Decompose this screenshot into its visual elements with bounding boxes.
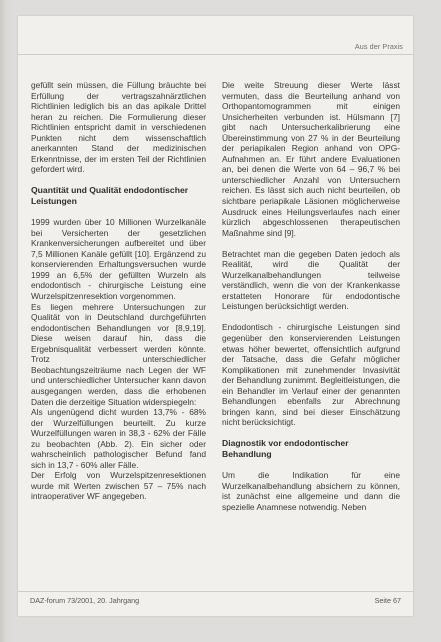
footer-journal: DAZ-forum 73/2001, 20. Jahrgang bbox=[30, 596, 140, 605]
running-head: Aus der Praxis bbox=[354, 42, 403, 51]
right-paragraph-4: Um die Indikation für eine Wurzelkanalbehandlung absichern zu können, ist zunächst eine allgemeine und dann die spezielle Anamnese notwendig. Neben bbox=[222, 470, 400, 512]
right-paragraph-3: Endodontisch - chirurgische Leistungen sind gegenüber den konservierenden Leistungen etwas höher bewertet, offensichtlich aufgrund der Tatsache, dass die Gefahr möglicher Komplikationen mit zunehmender Invasivität der Behandlung zunimmt. Begleitleistungen, die ein Behandler im Verlauf einer der genannten Behandlungen ebenfalls zur Abrechnung bringen kann, sind bei dieser Einschätzung nicht berücksichtigt. bbox=[222, 322, 400, 428]
left-paragraph-3: Es liegen mehrere Untersuchungen zur Qualität von in Deutschland durchgeführten endodontischen Behandlungen vor [8,9,19]. Diese weisen darauf hin, dass die Ergebnisqualität verbessert werden könnte. Trotz unterschiedlicher Beobachtungszeiträume nach Legen der WF und unterschiedlicher Untersucher kann davon ausgegangen werden, dass die erhobenen Daten die derzeitige Situation widerspiegeln: bbox=[31, 301, 206, 407]
right-paragraph-1: Die weite Streuung dieser Werte lässt vermuten, dass die Beurteilung anhand von Orthopantomogrammen mit einigen Unsicherheiten verbunden ist. Hülsmann [7] gibt nach Untersucherkalibrierung eine Übereinstimmung von 27 % in der Beurteilung der periapikalen Region anhand von OPG-Aufnahmen an. Er führt andere Evaluationen an, bei denen die Werte von 64 – 96,7 % bei unterschiedlicher Anzahl von Untersuchern reichen. Es lässt sich auch nicht beurteilen, ob sichtbare periapikale Läsionen möglicherweise Ausdruck eines Heilungsverlaufes nach einer kürzlich abgeschlossenen therapeutischen Maßnahme sind [9]. bbox=[222, 80, 400, 238]
section-heading-diagnostics: Diagnostik vor endodontischer Behandlung bbox=[222, 438, 349, 460]
header-rule bbox=[18, 54, 413, 55]
left-paragraph-5: Der Erfolg von Wurzelspitzenresektionen wurde mit Werten zwischen 57 – 75% nach intraoperativer WF angegeben. bbox=[31, 470, 206, 502]
document-page bbox=[18, 16, 413, 616]
footer-page-number: Seite 67 bbox=[374, 596, 401, 605]
left-paragraph-4: Als ungenügend dicht wurden 13,7% - 68% der Wurzelfüllungen beurteilt. Zu kurze Wurzelfüllungen waren in 38,3 - 62% der Fälle zu beobachten (Abb. 2). Ein sicher oder wahrscheinlich pathologischer Befund fand sich in 13,7 - 60% aller Fälle. bbox=[31, 407, 206, 470]
left-paragraph-1: gefüllt sein müssen, die Füllung bräuchte bei Erfüllung der vertragszahnärztlichen Richtlinien lediglich bis an das apikale Drittel heran zu reichen. Die Formulierung dieser Richtlinien entspricht damit in verschiedenen Punkten nicht dem wissenschaftlich anerkannten Stand der medizinischen Erkenntnisse, der im ersten Teil der Richtlinien gefordert wird. bbox=[31, 80, 206, 175]
left-column bbox=[31, 80, 206, 502]
section-heading-quality: Quantität und Qualität endodontischer Leistungen bbox=[31, 185, 189, 207]
right-column bbox=[222, 80, 400, 523]
footer-rule bbox=[18, 591, 413, 592]
left-paragraph-2: 1999 wurden über 10 Millionen Wurzelkanäle bei Versicherten der gesetzlichen Krankenversicherungen aufbereitet und über 7,5 Millionen Kanäle gefüllt [10]. Ergänzend zu konservierenden Erhaltungsversuchen wurde 1999 an 6,5% der gefüllten Wurzeln als endodontisch - chirurgische Leistung eine Wurzelspitzenresektion vorgenommen. bbox=[31, 217, 206, 302]
right-paragraph-2: Betrachtet man die gegeben Daten jedoch als Realität, wird die Qualität der Wurzelkanalbehandlungen teilweise verständlich, wenn die von der Krankenkasse erstatteten Honorare für endodontische Leistungen berücksichtigt werden. bbox=[222, 248, 400, 312]
